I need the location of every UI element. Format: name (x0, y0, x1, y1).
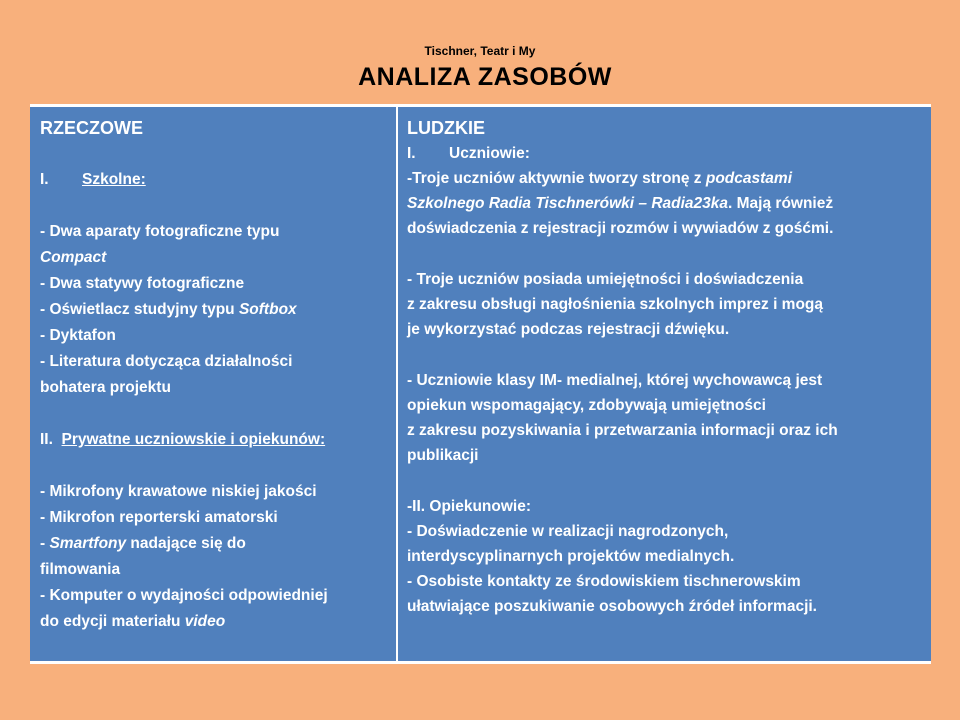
list-item-text: nadające się do (126, 535, 246, 552)
list-item-continuation (40, 609, 390, 635)
list-item-italic: video (184, 613, 226, 630)
italic-text: Szkolnego Radia Tischnerówki – Radia23ka (407, 195, 729, 212)
list-item-text: - (40, 535, 50, 552)
material-resources-column (40, 115, 390, 635)
paragraph-line: publikacji (407, 447, 479, 464)
paragraph-line: interdyscyplinarnych projektów medialnych. (407, 548, 735, 565)
paragraph-line: - Doświadczenie w realizacji nagrodzonych, (407, 523, 729, 540)
section-number: II. (40, 431, 53, 448)
list-item: - Dyktafon (40, 327, 116, 344)
paragraph-line (407, 191, 919, 216)
resources-table (30, 104, 931, 664)
list-item: - Mikrofon reporterski amatorski (40, 509, 278, 526)
list-item: - Mikrofony krawatowe niskiej jakości (40, 483, 317, 500)
paragraph-line: z zakresu pozyskiwania i przetwarzania informacji oraz ich (407, 422, 838, 439)
paragraph-line: - Troje uczniów posiada umiejętności i doświadczenia (407, 271, 804, 288)
section-label: Uczniowie: (449, 145, 530, 162)
paragraph-line: je wykorzystać podczas rejestracji dźwięku. (407, 321, 730, 338)
human-heading: LUDZKIE (407, 118, 485, 138)
list-item-continuation: Compact (40, 249, 107, 266)
paragraph-line: opiekun wspomagający, zdobywają umiejętności (407, 397, 766, 414)
material-heading: RZECZOWE (40, 118, 143, 138)
list-item: - Komputer o wydajności odpowiedniej (40, 587, 328, 604)
students-section-title (407, 141, 919, 166)
section-label: Prywatne uczniowskie i opiekunów: (61, 431, 326, 448)
list-item (40, 531, 390, 557)
human-resources-column (407, 115, 919, 619)
paragraph-line: z zakresu obsługi nagłośnienia szkolnych imprez i mogą (407, 296, 824, 313)
italic-text: podcastami (705, 170, 792, 187)
text: -Troje uczniów aktywnie tworzy stronę z (407, 170, 706, 187)
list-item: - Literatura dotycząca działalności (40, 353, 293, 370)
list-item: - Dwa statywy fotograficzne (40, 275, 245, 292)
list-item-italic: Smartfony (49, 535, 127, 552)
text: . Mają również (728, 195, 834, 212)
list-item-italic: Softbox (238, 301, 297, 318)
school-section-title (40, 167, 390, 193)
list-item-text: do edycji materiału (40, 613, 185, 630)
list-item-continuation: filmowania (40, 561, 121, 578)
section-label: Szkolne: (82, 171, 146, 188)
mentors-section-title: -II. Opiekunowie: (407, 498, 532, 515)
list-item: - Dwa aparaty fotograficzne typu (40, 223, 280, 240)
slide-title: ANALIZA ZASOBÓW (358, 63, 612, 91)
private-section-title (40, 427, 390, 453)
paragraph-line: doświadczenia z rejestracji rozmów i wywiadów z gośćmi. (407, 220, 834, 237)
paragraph-line (407, 166, 919, 191)
paragraph-line: ułatwiające poszukiwanie osobowych źródeł informacji. (407, 598, 817, 615)
slide-subtitle: Tischner, Teatr i My (424, 44, 536, 58)
column-divider (396, 107, 398, 661)
section-number: I. (407, 145, 416, 162)
list-item (40, 297, 390, 323)
list-item-text: - Oświetlacz studyjny typu (40, 301, 239, 318)
list-item-continuation: bohatera projektu (40, 379, 171, 396)
paragraph-line: - Uczniowie klasy IM- medialnej, której wychowawcą jest (407, 372, 823, 389)
section-number: I. (40, 171, 49, 188)
paragraph-line: - Osobiste kontakty ze środowiskiem tischnerowskim (407, 573, 801, 590)
